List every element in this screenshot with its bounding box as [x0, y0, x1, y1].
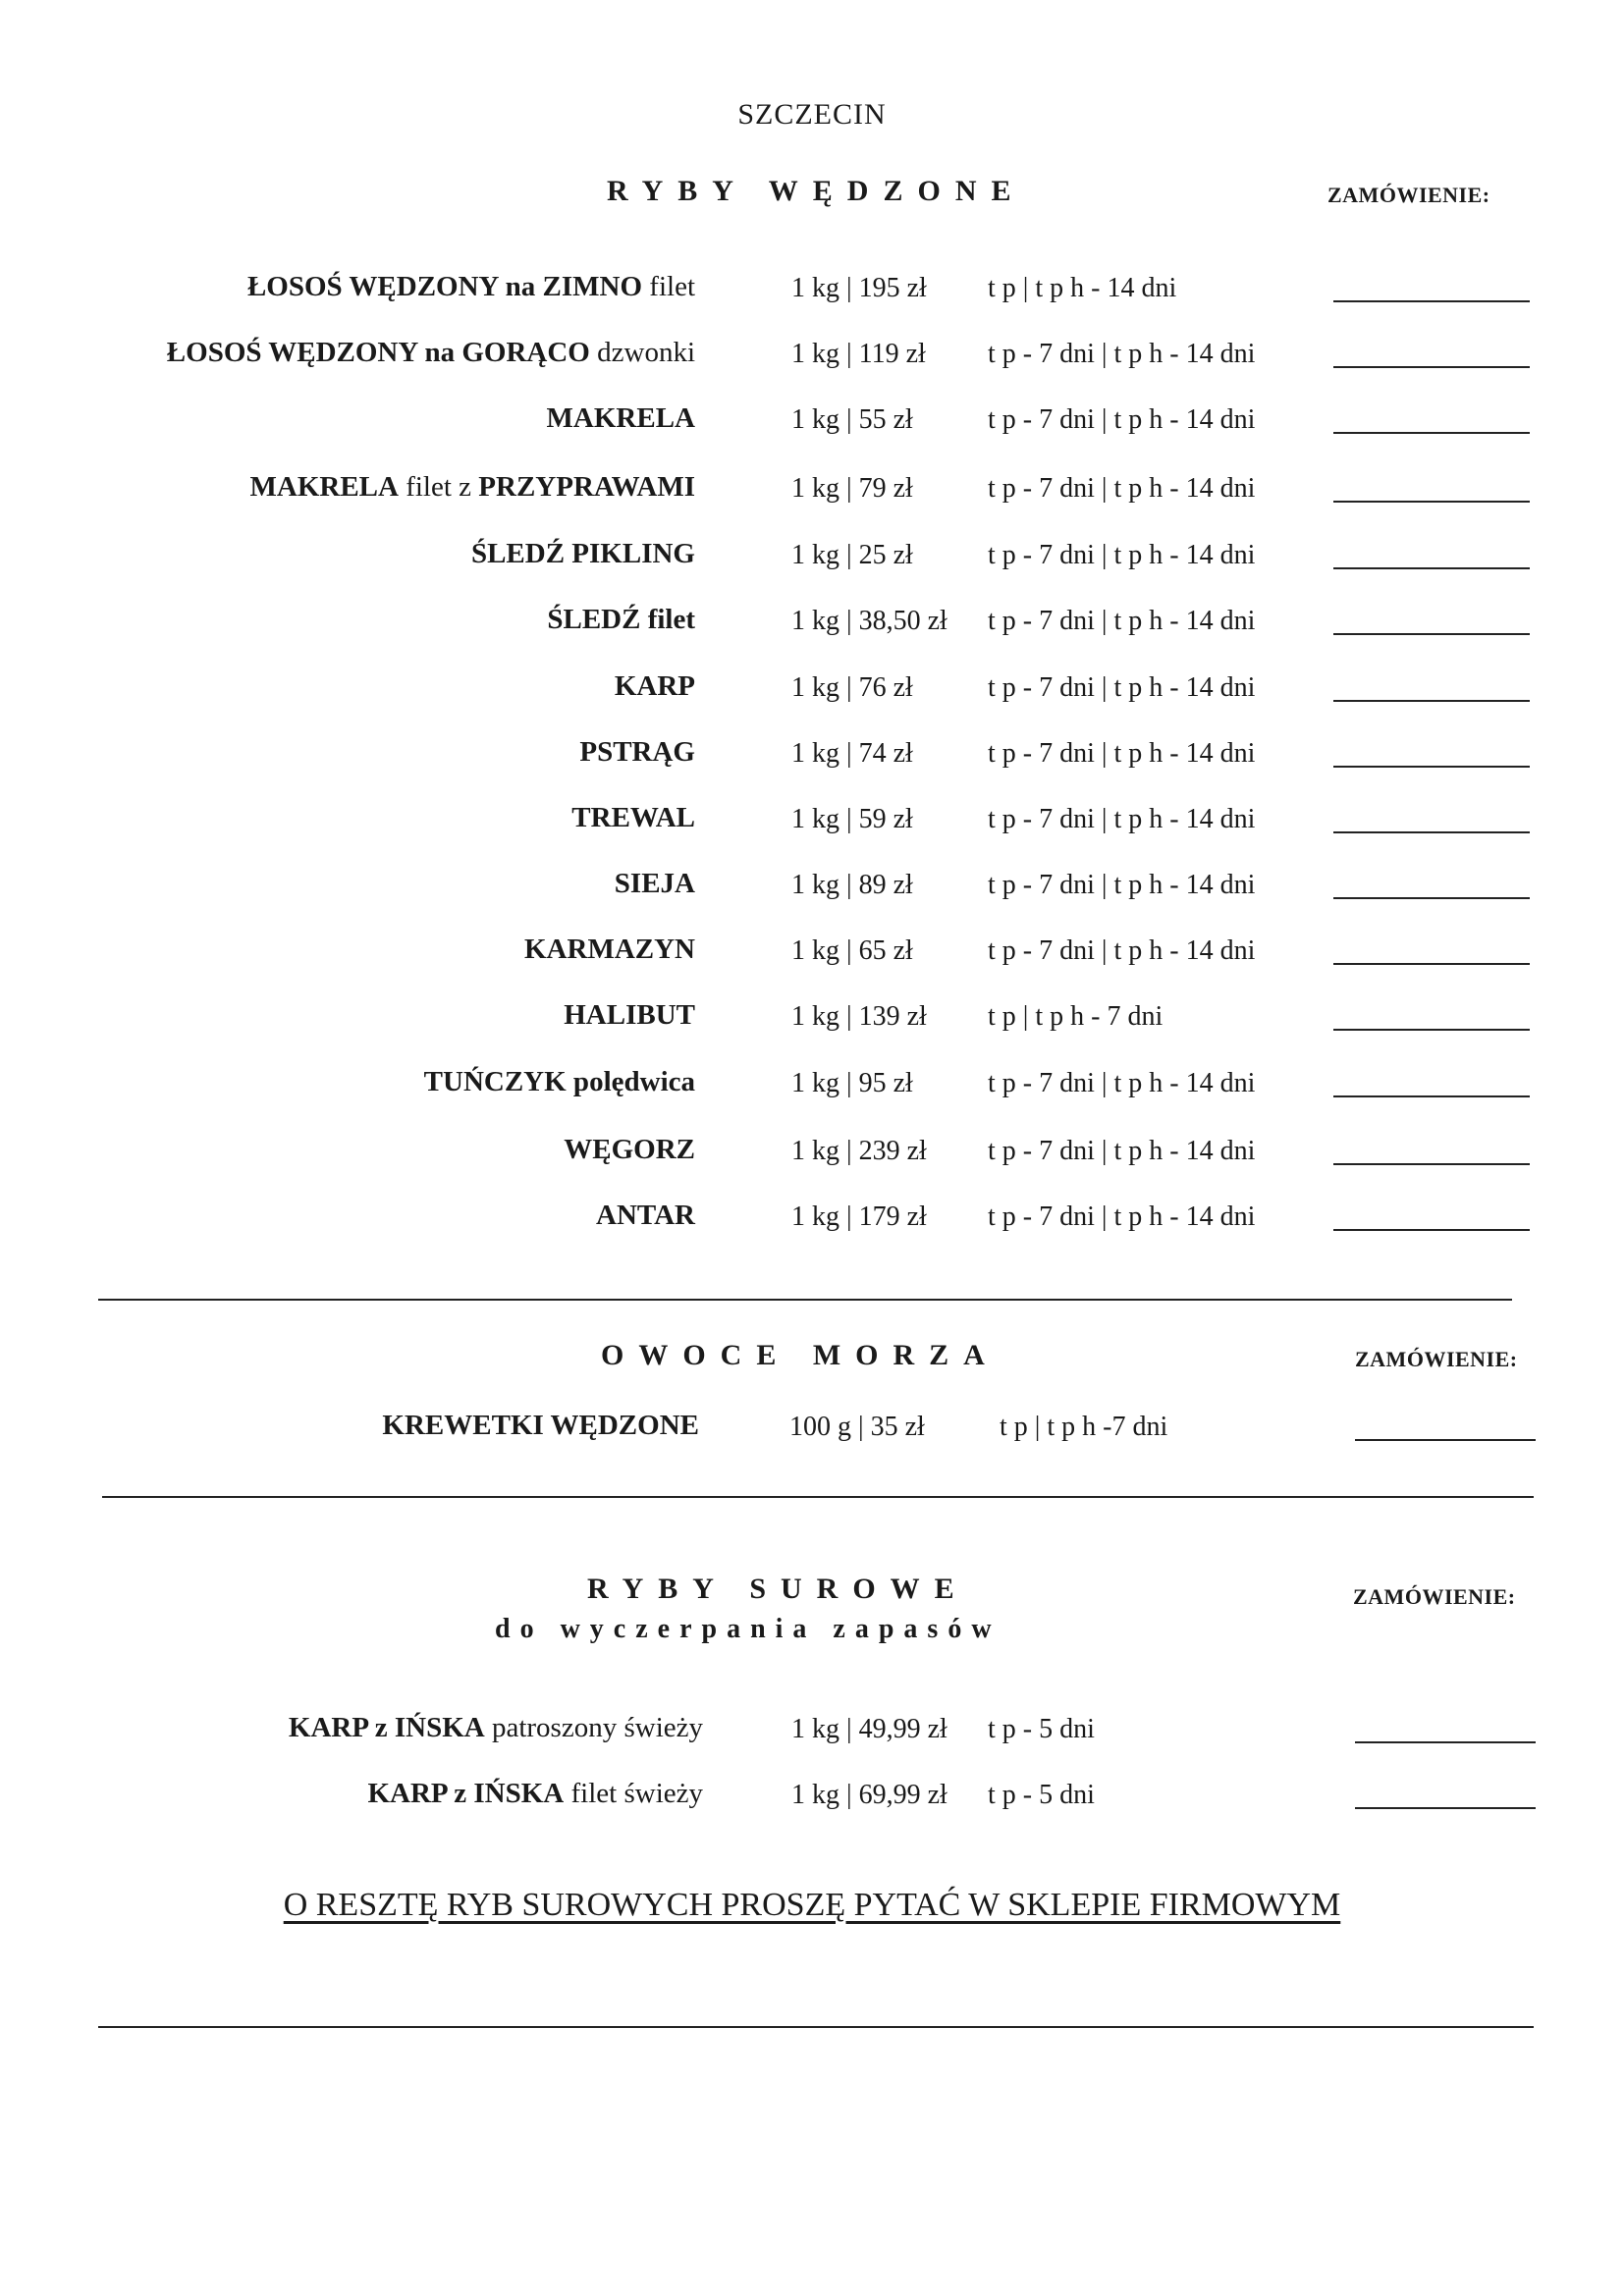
- order-quantity-field[interactable]: [1355, 1439, 1536, 1441]
- product-name-bold: SIEJA: [614, 868, 695, 899]
- product-price: 1 kg | 195 zł: [791, 273, 927, 303]
- order-quantity-field[interactable]: [1333, 300, 1530, 302]
- product-name: [579, 736, 695, 769]
- product-price: 1 kg | 49,99 zł: [791, 1714, 947, 1744]
- product-name: [524, 934, 695, 966]
- product-name: [167, 337, 695, 369]
- product-name-detail: filet: [642, 271, 695, 302]
- city-heading: SZCZECIN: [737, 98, 887, 131]
- product-name: [289, 1712, 703, 1744]
- product-name: [596, 1200, 695, 1232]
- product-shelf-life: t p - 7 dni | t p h - 14 dni: [988, 1136, 1256, 1166]
- order-label-smoked: ZAMÓWIENIE:: [1327, 183, 1490, 207]
- product-price: 1 kg | 95 zł: [791, 1068, 913, 1098]
- product-name: [615, 670, 695, 703]
- product-price: 1 kg | 179 zł: [791, 1201, 927, 1232]
- product-name-bold: KARP z IŃSKA: [367, 1778, 565, 1809]
- order-quantity-field[interactable]: [1333, 633, 1530, 635]
- product-name-bold: ŚLEDŹ PIKLING: [470, 538, 695, 569]
- product-price: 1 kg | 76 zł: [791, 672, 913, 703]
- product-price: 1 kg | 25 zł: [791, 540, 913, 570]
- product-name: [547, 604, 695, 636]
- product-name-bold: HALIBUT: [564, 999, 695, 1031]
- order-quantity-field[interactable]: [1333, 831, 1530, 833]
- section-divider: [98, 1299, 1512, 1301]
- product-price: 1 kg | 55 zł: [791, 404, 913, 435]
- product-name-bold: ŚLEDŹ filet: [547, 604, 695, 635]
- product-price: 1 kg | 79 zł: [791, 473, 913, 504]
- product-shelf-life: t p - 7 dni | t p h - 14 dni: [988, 606, 1256, 636]
- order-quantity-field[interactable]: [1333, 501, 1530, 503]
- order-quantity-field[interactable]: [1333, 1029, 1530, 1031]
- product-name-bold: KARP: [614, 670, 695, 702]
- product-name-bold: KREWETKI WĘDZONE: [382, 1410, 699, 1441]
- product-name-bold: ANTAR: [596, 1200, 695, 1231]
- product-shelf-life: t p - 7 dni | t p h - 14 dni: [988, 738, 1256, 769]
- order-label-seafood: ZAMÓWIENIE:: [1355, 1347, 1518, 1371]
- product-name: [424, 1066, 695, 1098]
- product-name-detail: filet świeży: [564, 1778, 703, 1809]
- product-shelf-life: t p - 7 dni | t p h - 14 dni: [988, 1068, 1256, 1098]
- product-shelf-life: t p - 7 dni | t p h - 14 dni: [988, 1201, 1256, 1232]
- product-name-bold: MAKRELA: [546, 402, 695, 434]
- product-name-detail: filet z: [398, 471, 479, 503]
- product-name-bold: PRZYPRAWAMI: [478, 471, 695, 503]
- product-shelf-life: t p - 5 dni: [988, 1714, 1095, 1744]
- product-shelf-life: t p | t p h - 14 dni: [988, 273, 1177, 303]
- product-name-bold: ŁOSOŚ WĘDZONY na GORĄCO: [166, 337, 590, 368]
- product-name: [382, 1410, 699, 1442]
- product-name-bold: ŁOSOŚ WĘDZONY na ZIMNO: [246, 271, 643, 302]
- product-name: [471, 538, 695, 570]
- product-shelf-life: t p | t p h -7 dni: [1000, 1412, 1168, 1442]
- product-price: 1 kg | 74 zł: [791, 738, 913, 769]
- product-name: [247, 271, 695, 303]
- section-title-smoked: RYBY WĘDZONE: [607, 175, 1026, 207]
- product-name-detail: patroszony świeży: [484, 1712, 703, 1743]
- product-name: [564, 1134, 695, 1166]
- product-name: [250, 471, 696, 504]
- product-price: 1 kg | 119 zł: [791, 339, 926, 369]
- raw-fish-notice: O RESZTĘ RYB SUROWYCH PROSZĘ PYTAĆ W SKLEPIE FIRMOWYM: [283, 1887, 1341, 1923]
- product-price: 1 kg | 239 zł: [791, 1136, 927, 1166]
- product-name-detail: dzwonki: [589, 337, 695, 368]
- order-quantity-field[interactable]: [1333, 432, 1530, 434]
- product-name: [615, 868, 695, 900]
- product-name-bold: MAKRELA: [249, 471, 399, 503]
- product-shelf-life: t p | t p h - 7 dni: [988, 1001, 1164, 1032]
- product-name: [564, 999, 695, 1032]
- product-shelf-life: t p - 7 dni | t p h - 14 dni: [988, 339, 1256, 369]
- order-quantity-field[interactable]: [1333, 700, 1530, 702]
- order-quantity-field[interactable]: [1333, 766, 1530, 768]
- section-title-raw: RYBY SUROWE: [587, 1573, 969, 1605]
- product-price: 1 kg | 38,50 zł: [791, 606, 947, 636]
- product-name: [571, 802, 695, 834]
- product-name-bold: TUŃCZYK polędwica: [423, 1066, 695, 1097]
- product-shelf-life: t p - 7 dni | t p h - 14 dni: [988, 404, 1256, 435]
- product-shelf-life: t p - 7 dni | t p h - 14 dni: [988, 473, 1256, 504]
- order-quantity-field[interactable]: [1333, 567, 1530, 569]
- product-name-bold: KARMAZYN: [524, 934, 695, 965]
- product-shelf-life: t p - 7 dni | t p h - 14 dni: [988, 672, 1256, 703]
- product-shelf-life: t p - 5 dni: [988, 1780, 1095, 1810]
- order-quantity-field[interactable]: [1333, 1163, 1530, 1165]
- product-name-bold: WĘGORZ: [564, 1134, 695, 1165]
- product-name-bold: PSTRĄG: [579, 736, 695, 768]
- product-price: 1 kg | 59 zł: [791, 804, 913, 834]
- order-quantity-field[interactable]: [1333, 1095, 1530, 1097]
- bottom-rule: [98, 2026, 1534, 2028]
- product-price: 1 kg | 139 zł: [791, 1001, 927, 1032]
- product-shelf-life: t p - 7 dni | t p h - 14 dni: [988, 935, 1256, 966]
- order-label-raw: ZAMÓWIENIE:: [1353, 1584, 1516, 1609]
- order-quantity-field[interactable]: [1333, 963, 1530, 965]
- product-price: 1 kg | 65 zł: [791, 935, 913, 966]
- section-subtitle-raw: do wyczerpania zapasów: [495, 1614, 1001, 1644]
- product-shelf-life: t p - 7 dni | t p h - 14 dni: [988, 870, 1256, 900]
- product-name: [547, 402, 695, 435]
- order-quantity-field[interactable]: [1333, 897, 1530, 899]
- section-divider: [102, 1496, 1534, 1498]
- order-quantity-field[interactable]: [1333, 1229, 1530, 1231]
- product-shelf-life: t p - 7 dni | t p h - 14 dni: [988, 540, 1256, 570]
- product-price: 1 kg | 69,99 zł: [791, 1780, 947, 1810]
- product-price: 1 kg | 89 zł: [791, 870, 913, 900]
- product-shelf-life: t p - 7 dni | t p h - 14 dni: [988, 804, 1256, 834]
- order-quantity-field[interactable]: [1355, 1741, 1536, 1743]
- product-name-bold: TREWAL: [571, 802, 695, 833]
- section-title-seafood: OWOCE MORZA: [601, 1339, 1000, 1371]
- product-name-bold: KARP z IŃSKA: [288, 1712, 485, 1743]
- order-quantity-field[interactable]: [1333, 366, 1530, 368]
- product-price: 100 g | 35 zł: [789, 1412, 925, 1442]
- product-name: [367, 1778, 703, 1810]
- order-quantity-field[interactable]: [1355, 1807, 1536, 1809]
